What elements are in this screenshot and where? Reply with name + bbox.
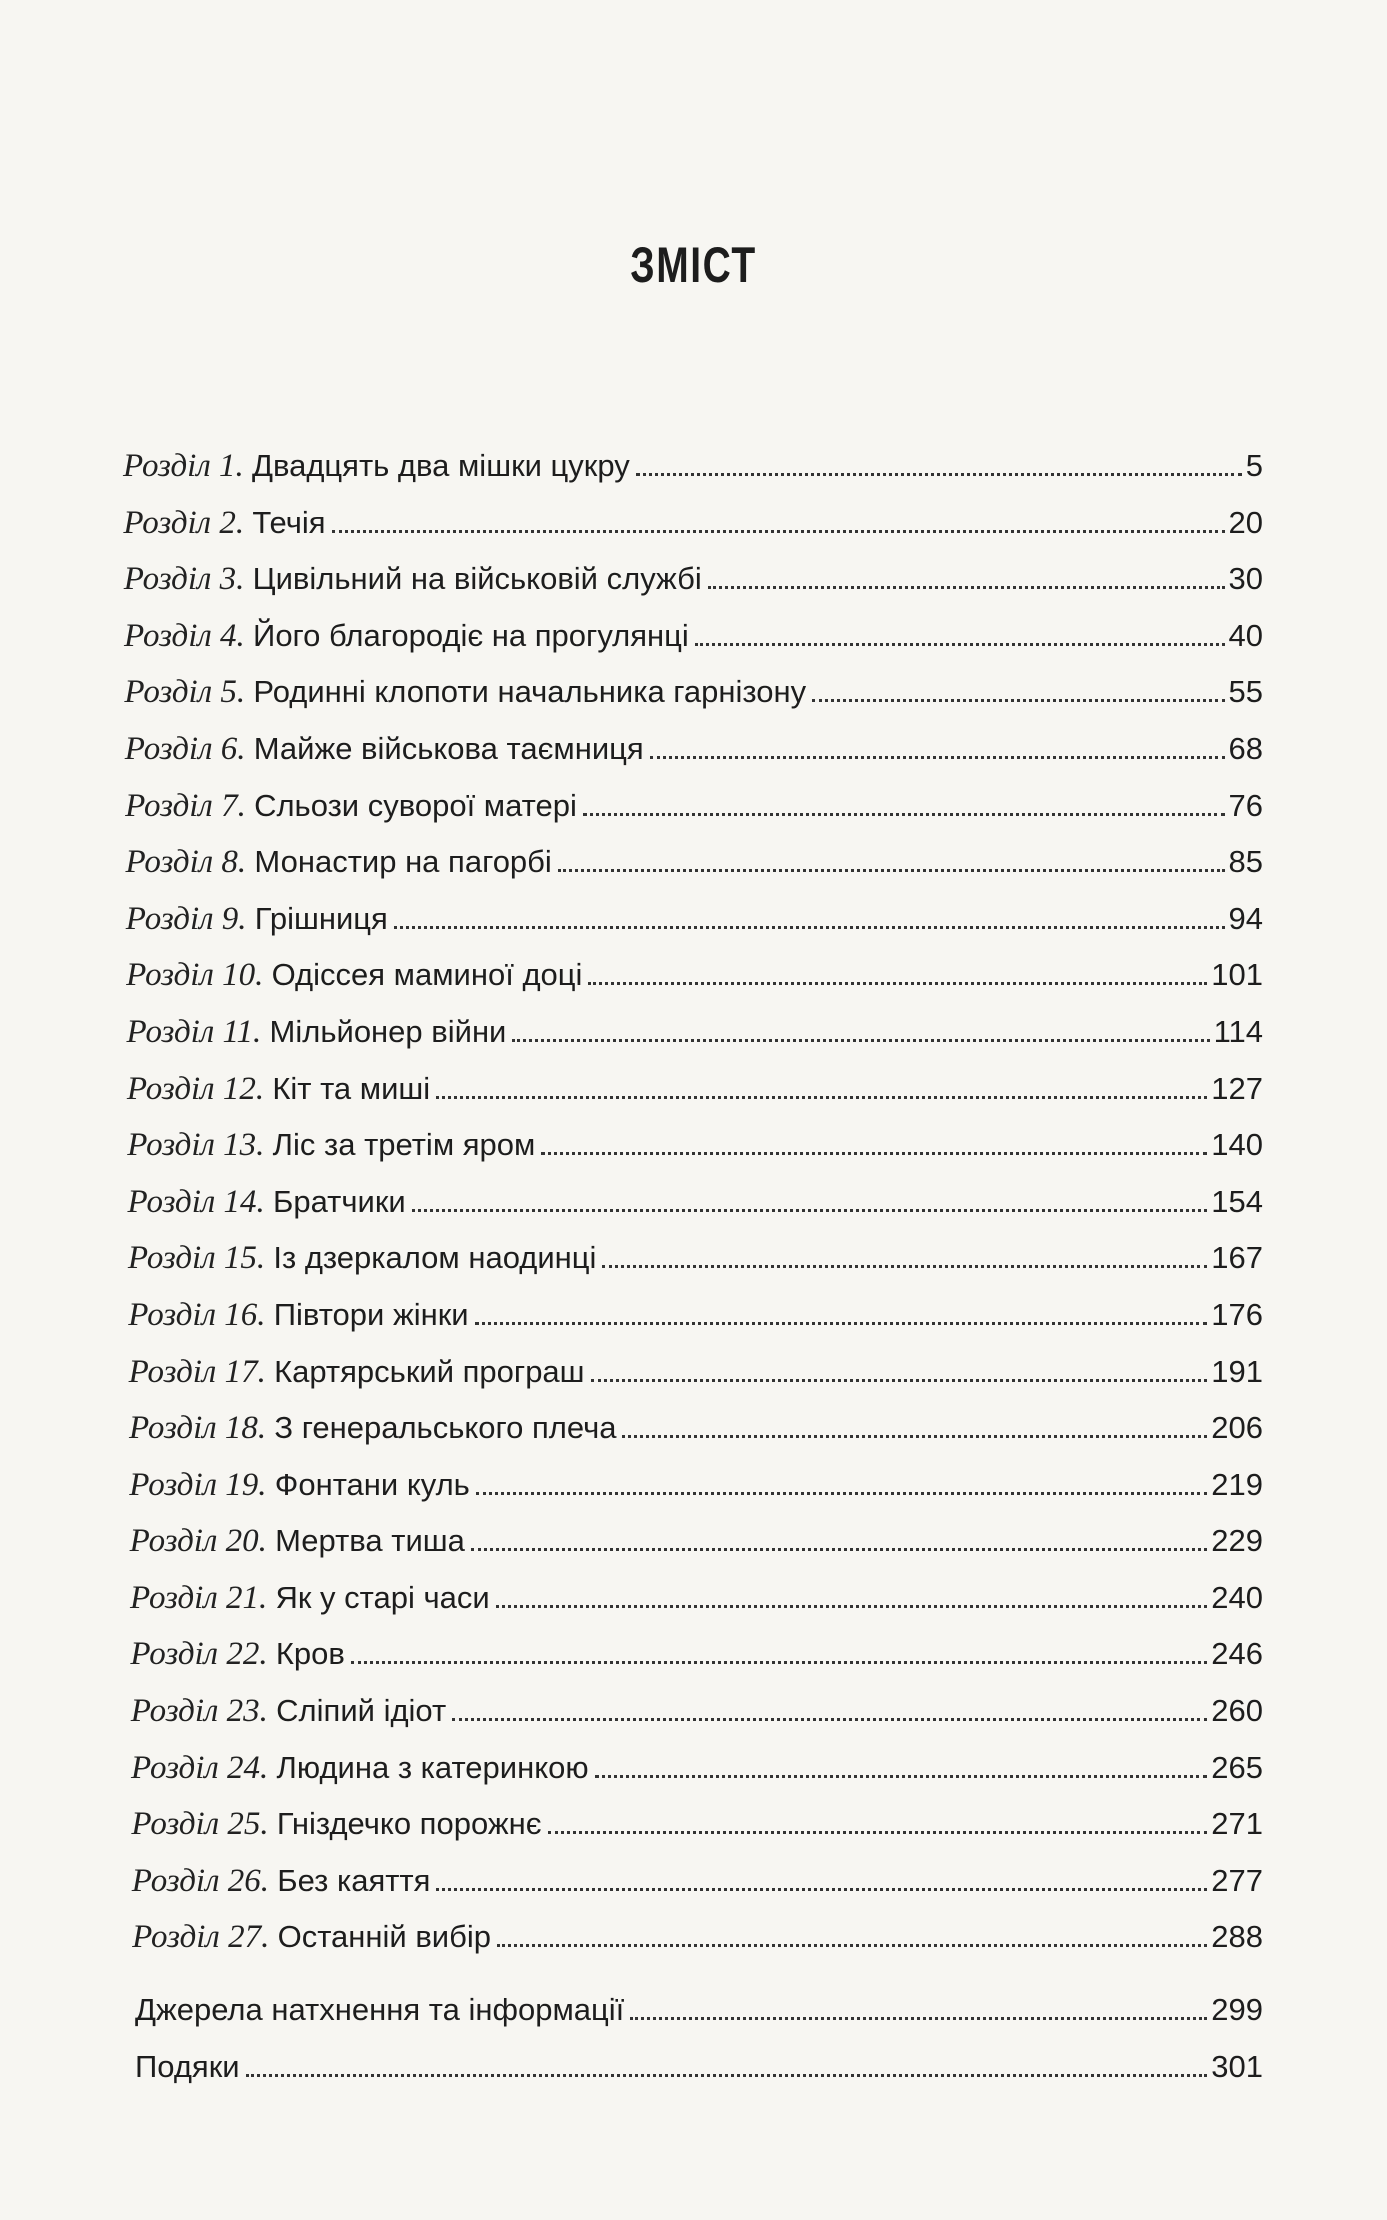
label-space — [214, 901, 222, 938]
chapter-title: Мільйонер війни — [269, 1013, 507, 1049]
page-number: 94 — [1228, 900, 1263, 936]
chapter-number: 1 — [218, 448, 236, 484]
page-number: 191 — [1211, 1353, 1263, 1389]
chapter-label: Розділ — [131, 1806, 220, 1843]
chapter-number-dot: . — [237, 844, 255, 881]
chapter-label: Розділ — [123, 448, 211, 484]
dot-leader — [812, 699, 1224, 702]
label-space — [218, 1693, 226, 1730]
toc-entry — [123, 1184, 1263, 1241]
dot-leader — [246, 2074, 1208, 2077]
chapter-title: Фонтани куль — [274, 1466, 470, 1502]
dot-leader — [548, 1831, 1208, 1834]
chapter-label: Розділ — [129, 1523, 218, 1560]
label-space — [215, 1071, 223, 1108]
label-space — [215, 1127, 223, 1164]
label-space — [212, 618, 220, 655]
dot-leader — [351, 1661, 1207, 1664]
chapter-number: 13 — [223, 1127, 257, 1164]
chapter-title: Родинні клопоти начальника гарнізону — [253, 674, 807, 710]
chapter-title: Із дзеркалом наодинці — [273, 1240, 597, 1276]
dot-leader — [436, 1096, 1207, 1099]
chapter-label: Розділ — [126, 957, 214, 994]
chapter-number: 10 — [222, 957, 256, 994]
chapter-title: Грішниця — [254, 900, 388, 936]
toc-entry — [123, 1636, 1263, 1693]
toc-entry — [123, 1992, 1263, 2049]
chapter-title: Двадцять два мішки цукру — [251, 448, 630, 483]
chapter-label: Розділ — [124, 674, 213, 711]
label-space — [219, 1863, 227, 1900]
chapter-title: Кров — [275, 1636, 345, 1672]
chapter-number: 16 — [224, 1296, 258, 1333]
chapter-title: З генеральського плеча — [274, 1410, 617, 1446]
toc-entry — [123, 1410, 1263, 1467]
page-number: 76 — [1228, 787, 1263, 823]
label-space — [216, 1240, 224, 1277]
page-number: 206 — [1211, 1410, 1263, 1446]
label-space — [220, 1919, 228, 1956]
toc-entry — [123, 1580, 1263, 1637]
page-number: 277 — [1211, 1862, 1263, 1898]
chapter-number-dot: . — [261, 1919, 278, 1956]
chapter-number-dot: . — [257, 1410, 275, 1447]
chapter-number-dot: . — [236, 561, 253, 598]
chapter-label: Розділ — [125, 844, 214, 881]
chapter-number-dot: . — [260, 1749, 277, 1786]
chapter-number: 25 — [227, 1806, 261, 1843]
dot-leader — [708, 586, 1225, 589]
chapter-number: 8 — [221, 844, 238, 881]
chapter-number: 3 — [219, 561, 237, 598]
dot-leader — [558, 869, 1225, 872]
toc-entry — [123, 505, 1263, 562]
chapter-number: 21 — [225, 1579, 259, 1616]
chapter-number-dot: . — [260, 1806, 277, 1843]
label-space — [212, 674, 220, 711]
chapter-title: Мертва тиша — [275, 1523, 465, 1559]
chapter-title: Його благородіє на прогулянці — [253, 617, 689, 653]
page-number: 176 — [1211, 1296, 1263, 1332]
section-title: Джерела натхнення та інформації — [135, 1992, 625, 2028]
chapter-number: 11 — [222, 1013, 254, 1050]
dot-leader — [602, 1265, 1207, 1268]
page-number: 114 — [1213, 1013, 1263, 1049]
chapter-title: Картярський програш — [274, 1353, 585, 1389]
page-number: 260 — [1211, 1693, 1263, 1729]
chapter-label: Розділ — [128, 1410, 217, 1447]
chapter-number: 9 — [221, 900, 239, 937]
toc-entry — [123, 901, 1263, 958]
chapter-title: Сльози суворої матері — [254, 787, 577, 823]
chapter-number-dot: . — [260, 1862, 278, 1899]
chapter-number-dot: . — [238, 900, 255, 937]
page-title: ЗМІСТ — [630, 237, 757, 293]
dot-leader — [332, 530, 1225, 533]
page-number: 55 — [1228, 674, 1263, 710]
page-number: 240 — [1211, 1579, 1263, 1615]
toc-entry — [123, 957, 1263, 1014]
label-space — [217, 1410, 225, 1447]
label-space — [211, 561, 219, 598]
chapter-title: Одіссея маминої доці — [271, 957, 583, 993]
chapter-number: 27 — [228, 1919, 262, 1956]
chapter-number-dot: . — [235, 504, 253, 541]
toc-entry — [123, 1693, 1263, 1750]
label-space — [216, 1297, 224, 1334]
dot-leader — [471, 1548, 1207, 1551]
toc-entry — [123, 1071, 1263, 1128]
chapter-number: 26 — [227, 1862, 261, 1899]
page-number: 30 — [1228, 561, 1263, 597]
chapter-number-dot: . — [255, 957, 272, 994]
page-number: 140 — [1211, 1127, 1263, 1163]
chapter-number-dot: . — [257, 1296, 274, 1333]
toc-entry — [123, 2049, 1263, 2106]
chapter-number-dot: . — [256, 1240, 274, 1277]
chapter-number: 4 — [220, 617, 237, 654]
toc-entry — [123, 1354, 1263, 1411]
dot-leader — [512, 1039, 1209, 1042]
chapter-number-dot: . — [256, 1183, 274, 1220]
chapter-number: 17 — [224, 1353, 258, 1390]
chapter-label: Розділ — [126, 1070, 215, 1107]
chapter-title: Кіт та миші — [272, 1070, 431, 1106]
chapter-label: Розділ — [130, 1693, 219, 1730]
chapter-title: Гніздечко порожнє — [276, 1806, 542, 1842]
dot-leader — [496, 1605, 1208, 1608]
dot-leader — [636, 473, 1242, 476]
page-number: 85 — [1228, 844, 1263, 880]
toc-entry — [123, 1127, 1263, 1184]
dot-leader — [595, 1775, 1208, 1778]
chapter-title: Без каяття — [277, 1862, 431, 1898]
dot-leader — [583, 813, 1225, 816]
toc-entry — [123, 1297, 1263, 1354]
chapter-title: Течія — [252, 504, 326, 540]
chapter-number: 2 — [219, 504, 236, 541]
toc-entry — [123, 1014, 1263, 1071]
chapter-number-dot: . — [253, 1013, 270, 1050]
chapter-number-dot: . — [237, 730, 254, 767]
page-number: 246 — [1211, 1636, 1263, 1672]
dot-leader — [591, 1379, 1208, 1382]
page-number: 271 — [1211, 1806, 1263, 1842]
page-number: 40 — [1228, 617, 1263, 653]
dot-leader — [622, 1435, 1207, 1438]
chapter-title: Майже військова таємниця — [253, 730, 644, 766]
dot-leader — [452, 1718, 1207, 1721]
toc-entry — [123, 1523, 1263, 1580]
dot-leader — [497, 1944, 1207, 1947]
chapter-label: Розділ — [127, 1127, 215, 1164]
toc-entry — [123, 448, 1263, 505]
label-space — [219, 1806, 227, 1843]
chapter-number-dot: . — [236, 674, 254, 711]
dot-leader — [630, 2017, 1207, 2020]
chapter-number-dot: . — [258, 1523, 276, 1560]
table-of-contents — [123, 448, 1263, 2105]
chapter-title: Людина з катеринкою — [276, 1749, 589, 1785]
chapter-number-dot: . — [257, 1353, 275, 1390]
dot-leader — [541, 1152, 1207, 1155]
chapter-number: 7 — [221, 787, 238, 824]
chapter-label: Розділ — [128, 1353, 217, 1390]
chapter-number: 20 — [225, 1523, 259, 1560]
label-space — [215, 1184, 223, 1221]
page-number: 288 — [1211, 1919, 1263, 1955]
page-number: 219 — [1211, 1466, 1263, 1502]
chapter-title: Монастир на пагорбі — [254, 844, 552, 880]
dot-leader — [650, 756, 1225, 759]
label-space — [219, 1750, 227, 1787]
section-title: Подяки — [135, 2048, 240, 2084]
chapter-label: Розділ — [123, 504, 212, 541]
chapter-number: 23 — [226, 1693, 260, 1730]
page-number: 229 — [1211, 1523, 1263, 1559]
chapter-label: Розділ — [131, 1862, 220, 1899]
label-space — [214, 957, 222, 994]
dot-leader — [475, 1322, 1208, 1325]
page-number: 299 — [1211, 1992, 1263, 2028]
page-number: 265 — [1211, 1749, 1263, 1785]
toc-entry — [123, 1919, 1263, 1976]
label-space — [217, 1467, 225, 1504]
chapter-title: Цивільний на військовій службі — [252, 561, 702, 597]
chapter-number-dot: . — [258, 1466, 275, 1503]
toc-entry — [123, 1467, 1263, 1524]
toc-entry — [123, 1240, 1263, 1297]
chapter-number-dot: . — [237, 787, 255, 824]
chapter-title: Останній вибір — [277, 1919, 492, 1955]
chapter-label: Розділ — [130, 1579, 218, 1616]
chapter-label: Розділ — [132, 1919, 220, 1956]
toc-entry — [123, 674, 1263, 731]
chapter-number: 5 — [220, 674, 237, 711]
dot-leader — [394, 926, 1225, 929]
label-space — [211, 448, 219, 485]
label-space — [216, 1354, 224, 1391]
toc-entry — [123, 844, 1263, 901]
label-space — [214, 1014, 222, 1051]
dot-leader — [476, 1492, 1207, 1495]
chapter-label: Розділ — [124, 730, 213, 767]
chapter-label: Розділ — [125, 900, 214, 937]
chapter-number: 15 — [223, 1240, 257, 1277]
label-space — [218, 1636, 226, 1673]
chapter-label: Розділ — [129, 1466, 218, 1503]
dot-leader — [588, 982, 1207, 985]
chapter-label: Розділ — [126, 1013, 215, 1050]
chapter-label: Розділ — [128, 1296, 216, 1333]
chapter-number: 12 — [222, 1070, 256, 1107]
chapter-number-dot: . — [259, 1693, 277, 1730]
page-number: 5 — [1245, 448, 1263, 483]
chapter-number-dot: . — [255, 1070, 273, 1107]
chapter-number-dot: . — [259, 1636, 276, 1673]
label-space — [212, 731, 220, 768]
chapter-number: 14 — [223, 1183, 257, 1220]
toc-entry — [123, 788, 1263, 845]
chapter-number-dot: . — [258, 1579, 276, 1616]
chapter-number: 24 — [227, 1749, 261, 1786]
page-number: 154 — [1211, 1183, 1263, 1219]
toc-entry — [123, 618, 1263, 675]
chapter-title: Як у старі часи — [275, 1579, 490, 1615]
chapter-label: Розділ — [127, 1183, 216, 1220]
label-space — [211, 505, 219, 542]
page-number: 127 — [1211, 1070, 1263, 1106]
toc-entry — [123, 731, 1263, 788]
dot-leader — [412, 1209, 1208, 1212]
toc-entry — [123, 1750, 1263, 1807]
chapter-title: Братчики — [273, 1183, 406, 1219]
chapter-label: Розділ — [125, 787, 213, 824]
page-number: 301 — [1211, 2048, 1263, 2084]
toc-entry — [123, 1806, 1263, 1863]
chapter-number-dot: . — [236, 617, 254, 654]
label-space — [217, 1523, 225, 1560]
chapter-number-dot: . — [235, 448, 252, 484]
chapter-title: Сліпий ідіот — [276, 1693, 447, 1729]
chapter-number: 22 — [226, 1636, 260, 1673]
page-number: 68 — [1228, 730, 1263, 766]
chapter-label: Розділ — [130, 1636, 219, 1673]
dot-leader — [695, 643, 1225, 646]
chapter-label: Розділ — [123, 561, 212, 598]
chapter-label: Розділ — [131, 1749, 219, 1786]
dot-leader — [436, 1888, 1207, 1891]
page-number: 20 — [1228, 504, 1263, 540]
label-space — [213, 844, 221, 881]
toc-entry — [123, 561, 1263, 618]
label-space — [213, 788, 221, 825]
chapter-number: 6 — [220, 730, 238, 767]
page-number: 167 — [1211, 1240, 1263, 1276]
chapter-title: Ліс за третім яром — [272, 1127, 536, 1163]
page-number: 101 — [1211, 957, 1263, 993]
chapter-number: 18 — [224, 1410, 258, 1447]
label-space — [218, 1580, 226, 1617]
chapter-title: Півтори жінки — [273, 1296, 469, 1332]
chapter-number: 19 — [225, 1466, 259, 1503]
chapter-label: Розділ — [124, 617, 212, 654]
toc-entry — [123, 1863, 1263, 1920]
chapter-label: Розділ — [127, 1240, 216, 1277]
chapter-number-dot: . — [256, 1127, 273, 1164]
